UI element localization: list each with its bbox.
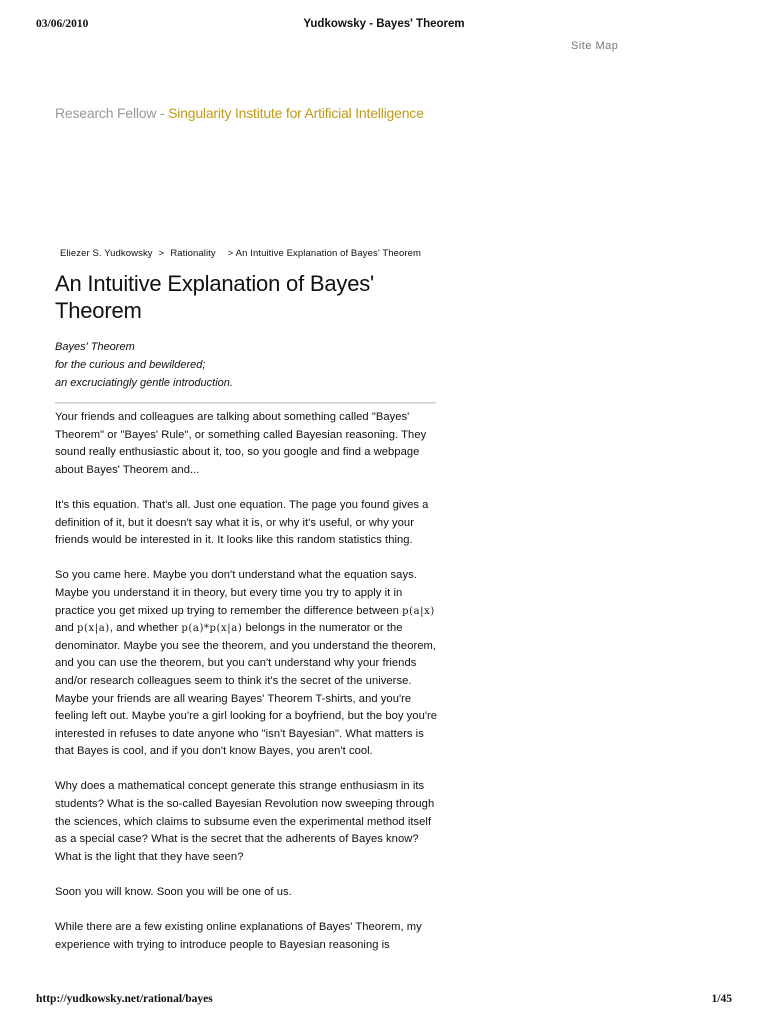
- breadcrumb-separator: >: [158, 248, 165, 259]
- print-page-title: Yudkowsky - Bayes' Theorem: [303, 18, 465, 30]
- paragraph: Soon you will know. Soon you will be one of us.: [55, 886, 292, 899]
- breadcrumb: [60, 248, 421, 259]
- print-footer: [36, 993, 732, 1009]
- page-title: An Intuitive Explanation of Bayes' Theorem: [55, 271, 375, 323]
- paragraph: While there are a few existing online explanations of Bayes' Theorem, my experience with trying to introduce people to Bayesian reasoning is: [55, 921, 422, 951]
- breadcrumb-home-link[interactable]: Eliezer S. Yudkowsky: [60, 248, 153, 259]
- print-date: 03/06/2010: [36, 18, 89, 30]
- formula-p-a-given-x: p(a|x): [402, 605, 435, 617]
- paragraph: So you came here. Maybe you don't understand what the equation says. Maybe you understand it in theory, but every time you try to apply it in practice you get mixed up trying to remember the difference between p(a|x) and p(x|a), and whether p(a)*p(x|a) belongs in the numerator or the denominator. Maybe you see the theorem, and you understand the theorem, and you can use the theorem, but you can't understand why your friends and/or research colleagues seem to think it's the secret of the universe. Maybe your friends are all wearing Bayes' Theorem T-shirts, and you're feeling left out. Maybe you're a girl looking for a boyfriend, but the boy you're interested in refuses to date anyone who "isn't Bayesian". What matters is that Bayes is cool, and if you don't know Bayes, you aren't cool.: [55, 569, 438, 758]
- author-tagline: [55, 105, 424, 121]
- paragraph: Why does a mathematical concept generate this strange enthusiasm in its students? What is the so-called Bayesian Revolution now sweeping through the sciences, which claims to subsume even the experimental method itself as a special case? What is the secret that the adherents of Bayes know? What is the light that they have seen?: [55, 780, 435, 863]
- formula-p-x-given-a: p(x|a): [76, 623, 110, 635]
- subtitle-line: for the curious and bewildered;: [55, 359, 206, 371]
- print-header: [36, 18, 732, 34]
- section-divider: [55, 402, 436, 404]
- article-subtitle: [55, 338, 233, 392]
- subtitle-line: an excruciatingly gentle introduction.: [55, 377, 233, 389]
- organization-link[interactable]: Singularity Institute for Artificial Intelligence: [168, 105, 424, 121]
- formula-numerator: p(a)*p(x|a): [181, 623, 243, 635]
- print-url: http://yudkowsky.net/rational/bayes: [36, 993, 213, 1005]
- breadcrumb-current: > An Intuitive Explanation of Bayes' Theorem: [227, 248, 422, 259]
- tagline-role: Research Fellow -: [55, 105, 169, 121]
- paragraph: Your friends and colleagues are talking about something called "Bayes' Theorem" or "Bayes' Rule", or something called Bayesian reasoning. They sound really enthusiastic about it, too, so you google and find a webpage about Bayes' Theorem and...: [55, 411, 427, 476]
- page-counter: 1/45: [711, 993, 732, 1005]
- site-map-link[interactable]: Site Map: [571, 40, 619, 52]
- article-body: [55, 409, 439, 972]
- paragraph: It's this equation. That's all. Just one equation. The page you found gives a definition of it, but it doesn't say what it is, or why it's useful, or why your friends would be interested in it. It looks like this random statistics thing.: [55, 498, 429, 547]
- breadcrumb-section-link[interactable]: Rationality: [170, 248, 216, 259]
- subtitle-line: Bayes' Theorem: [55, 341, 135, 353]
